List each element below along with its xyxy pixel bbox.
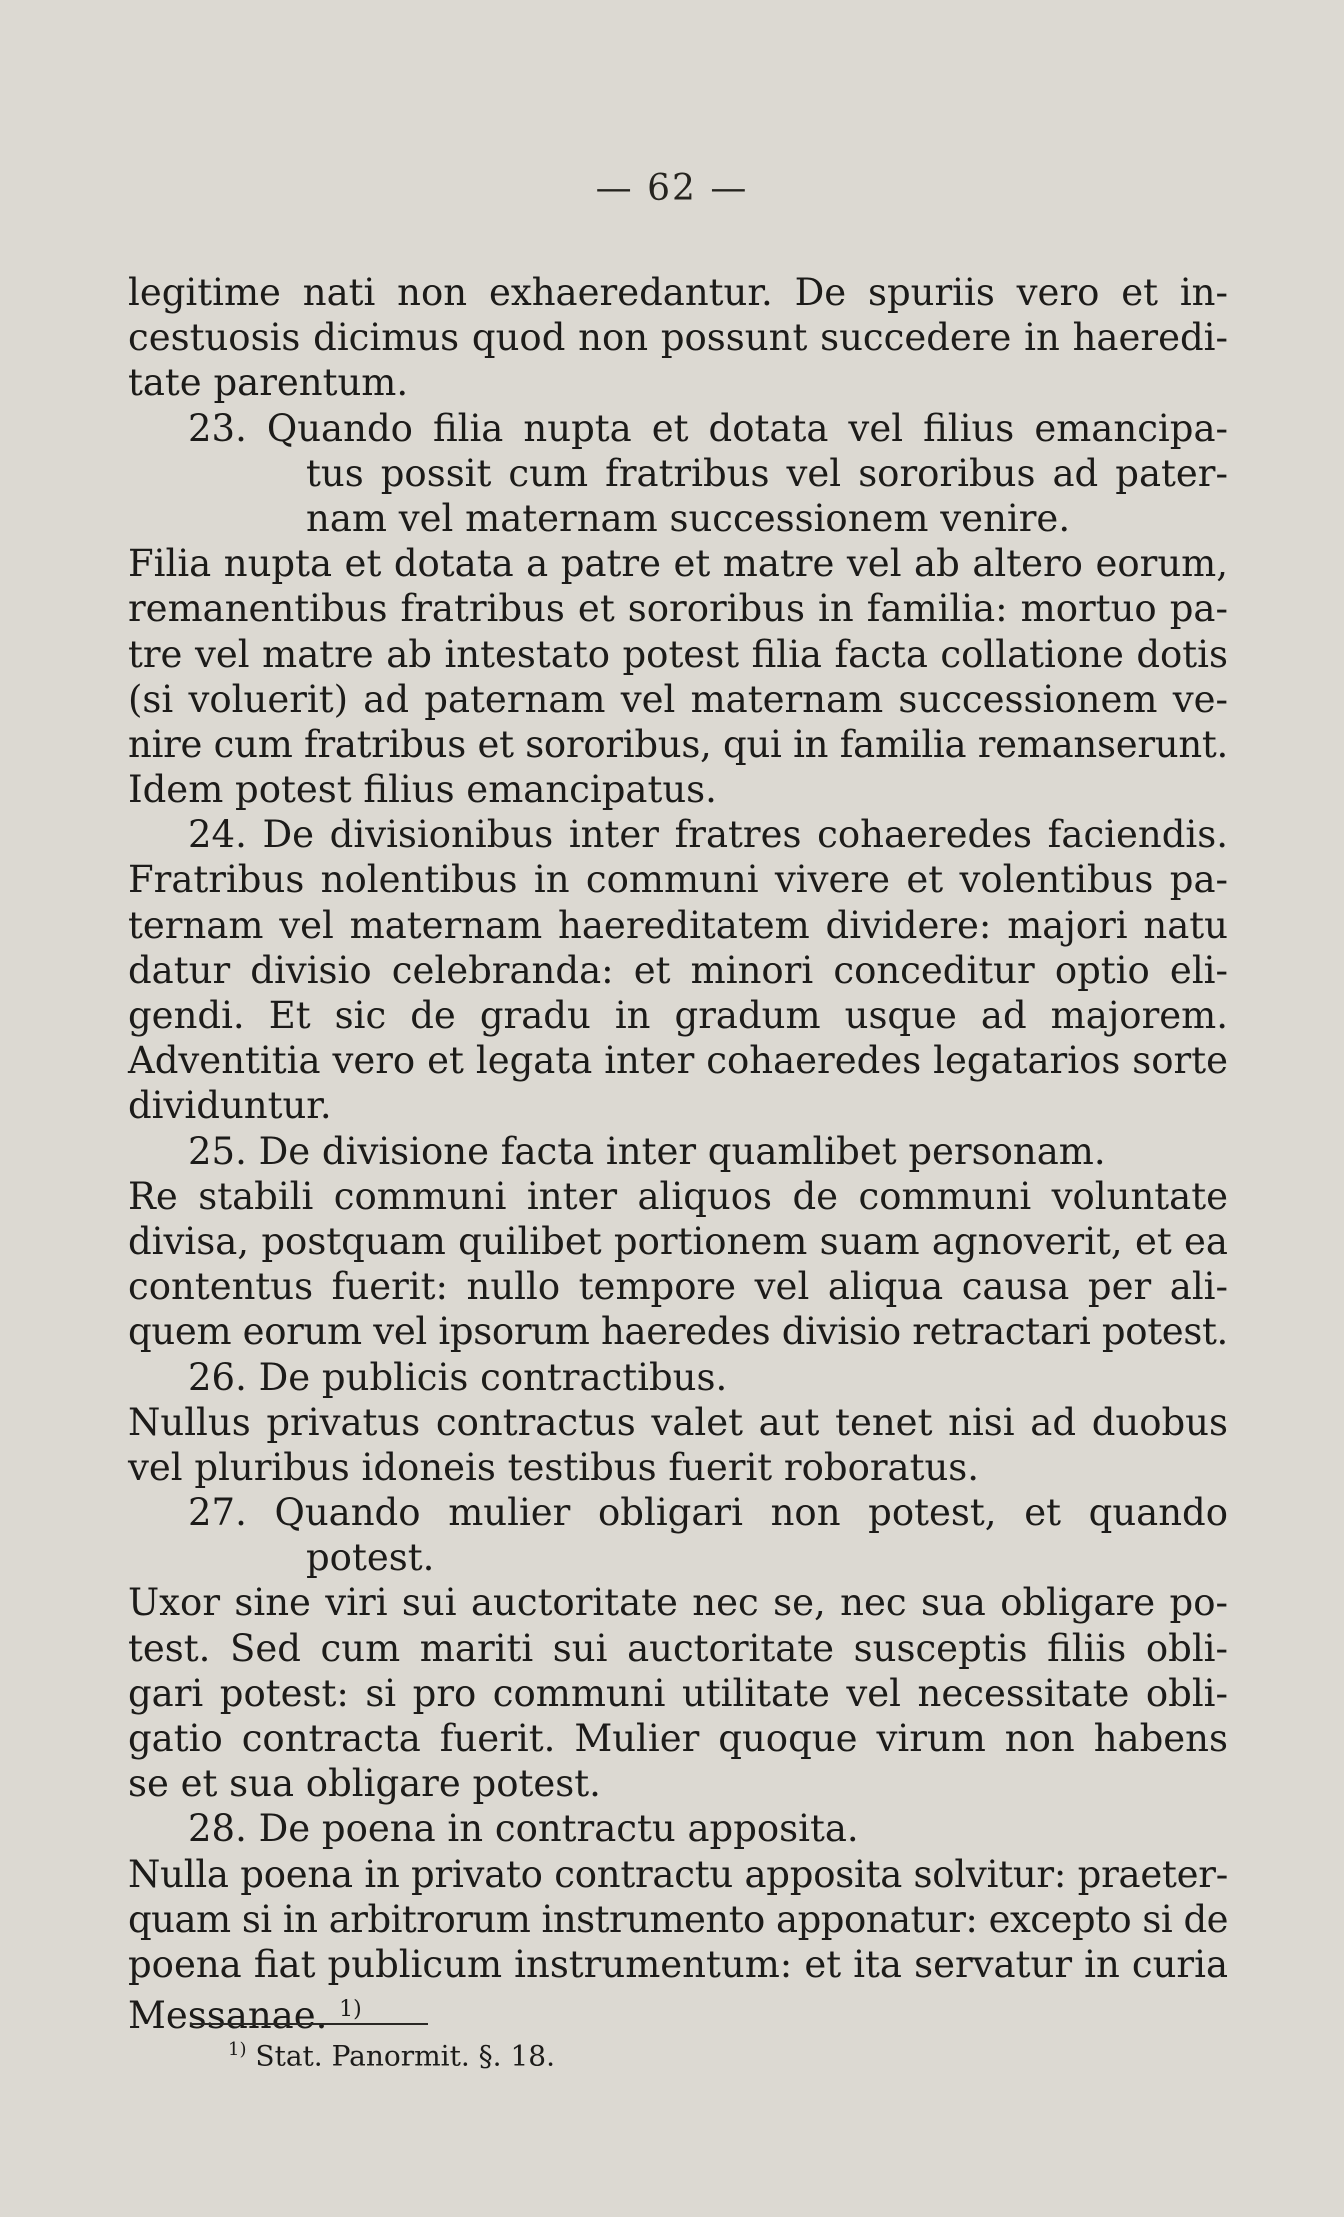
text-line-content: se et sua obligare potest. <box>128 1762 601 1806</box>
page-number: — 62 — <box>595 168 749 209</box>
text-line-content: potest. <box>306 1536 435 1580</box>
text-line <box>128 1490 1228 1535</box>
text-line <box>128 1083 1228 1128</box>
text-line-content: vel pluribus idoneis testibus fuerit roboratus. <box>128 1445 980 1489</box>
text-line-content: Nulla poena in privato contractu apposita solvitur: praeter- <box>128 1852 1228 1896</box>
text-line-content: Uxor sine viri sui auctoritate nec se, nec sua obligare po- <box>128 1581 1228 1625</box>
body-text <box>128 270 1228 2038</box>
text-line <box>128 451 1228 496</box>
text-line-content: tre vel matre ab intestato potest filia facta collatione dotis <box>128 632 1228 676</box>
text-line-content: remanentibus fratribus et sororibus in familia: mortuo pa- <box>128 587 1228 631</box>
text-line-content: cestuosis dicimus quod non possunt succedere in haeredi- <box>128 316 1228 360</box>
text-line-content: nire cum fratribus et sororibus, qui in familia remanserunt. <box>128 722 1228 766</box>
text-line-content: 23. Quando filia nupta et dotata vel filius emancipa- <box>188 406 1228 450</box>
text-line-content: contentus fuerit: nullo tempore vel aliqua causa per ali- <box>128 1265 1228 1309</box>
text-line <box>128 767 1228 812</box>
text-line <box>128 1942 1228 1987</box>
text-line-content: tus possit cum fratribus vel sororibus ad pater- <box>306 451 1228 495</box>
text-line-content: quem eorum vel ipsorum haeredes divisio retractari potest. <box>128 1310 1228 1354</box>
text-line <box>128 722 1228 767</box>
text-line-content: quam si in arbitrorum instrumento apponatur: excepto si de <box>128 1897 1228 1941</box>
footnote-divider <box>190 2023 428 2025</box>
text-line <box>128 1626 1228 1671</box>
text-line <box>128 1400 1228 1445</box>
text-line-content: Adventitia vero et legata inter cohaeredes legatarios sorte <box>128 1039 1228 1083</box>
text-line <box>128 1987 1228 2038</box>
text-line-content: (si voluerit) ad paternam vel maternam successionem ve- <box>128 677 1228 721</box>
footnote-marker: 1) <box>228 2039 247 2060</box>
text-line-content: poena fiat publicum instrumentum: et ita servatur in curia <box>128 1942 1228 1986</box>
text-line-content: legitime nati non exhaeredantur. De spuriis vero et in- <box>128 271 1228 314</box>
text-line <box>128 270 1228 315</box>
text-line-content: 28. De poena in contractu apposita. <box>188 1807 859 1851</box>
text-line-content: nam vel maternam successionem venire. <box>306 496 1071 540</box>
text-line-content: dividuntur. <box>128 1084 332 1128</box>
footnote-text: Stat. Panormit. §. 18. <box>255 2039 556 2073</box>
text-line <box>128 1264 1228 1309</box>
text-line-content: gendi. Et sic de gradu in gradum usque ad majorem. <box>128 994 1228 1037</box>
text-line <box>128 406 1228 451</box>
text-line <box>128 1671 1228 1716</box>
text-line <box>128 1761 1228 1806</box>
text-line <box>128 1445 1228 1490</box>
text-line-content: Messanae. <box>128 1994 328 2038</box>
text-line-content: 27. Quando mulier obligari non potest, et quando <box>188 1491 1228 1535</box>
text-line-content: Nullus privatus contractus valet aut tenet nisi ad duobus <box>128 1400 1228 1444</box>
text-line-content: datur divisio celebranda: et minori conceditur optio eli- <box>128 948 1228 992</box>
text-line <box>128 1355 1228 1400</box>
text-line <box>128 315 1228 360</box>
text-line <box>128 857 1228 902</box>
text-line <box>128 1309 1228 1354</box>
text-line <box>128 1580 1228 1625</box>
text-line-content: ternam vel maternam haereditatem dividere: majori natu <box>128 903 1228 947</box>
text-line <box>128 948 1228 993</box>
text-line-content: Re stabili communi inter aliquos de communi voluntate <box>128 1174 1228 1218</box>
text-line <box>128 993 1228 1038</box>
text-line <box>128 632 1228 677</box>
text-line-content: 24. De divisionibus inter fratres cohaeredes faciendis. <box>188 813 1228 857</box>
text-line <box>128 812 1228 857</box>
text-line <box>128 1038 1228 1083</box>
text-line-content: gatio contracta fuerit. Mulier quoque virum non habens <box>128 1717 1228 1760</box>
text-line <box>128 1897 1228 1942</box>
text-line <box>128 677 1228 722</box>
text-line <box>128 496 1228 541</box>
text-line <box>128 1129 1228 1174</box>
text-line <box>128 586 1228 631</box>
text-line <box>128 1535 1228 1580</box>
text-line-content: divisa, postquam quilibet portionem suam agnoverit, et ea <box>128 1219 1228 1263</box>
text-line-content: Filia nupta et dotata a patre et matre vel ab altero eorum, <box>128 542 1228 586</box>
text-line-content: Fratribus nolentibus in communi vivere et volentibus pa- <box>128 858 1228 902</box>
text-line-content: test. Sed cum mariti sui auctoritate susceptis filiis obli- <box>128 1626 1228 1670</box>
text-line-content: 25. De divisione facta inter quamlibet personam. <box>188 1129 1106 1173</box>
text-line <box>128 1852 1228 1897</box>
footnote-reference: 1) <box>339 1997 362 2023</box>
text-line-content: tate parentum. <box>128 361 409 405</box>
text-line <box>128 1806 1228 1851</box>
text-line <box>128 360 1228 405</box>
text-line <box>128 1219 1228 1264</box>
text-line-content: Idem potest filius emancipatus. <box>128 768 717 812</box>
text-line-content: gari potest: si pro communi utilitate vel necessitate obli- <box>128 1671 1228 1715</box>
text-line <box>128 541 1228 586</box>
text-line <box>128 903 1228 948</box>
footnote <box>228 2030 555 2076</box>
text-line <box>128 1174 1228 1219</box>
text-line <box>128 1716 1228 1761</box>
text-line-content: 26. De publicis contractibus. <box>188 1355 728 1399</box>
